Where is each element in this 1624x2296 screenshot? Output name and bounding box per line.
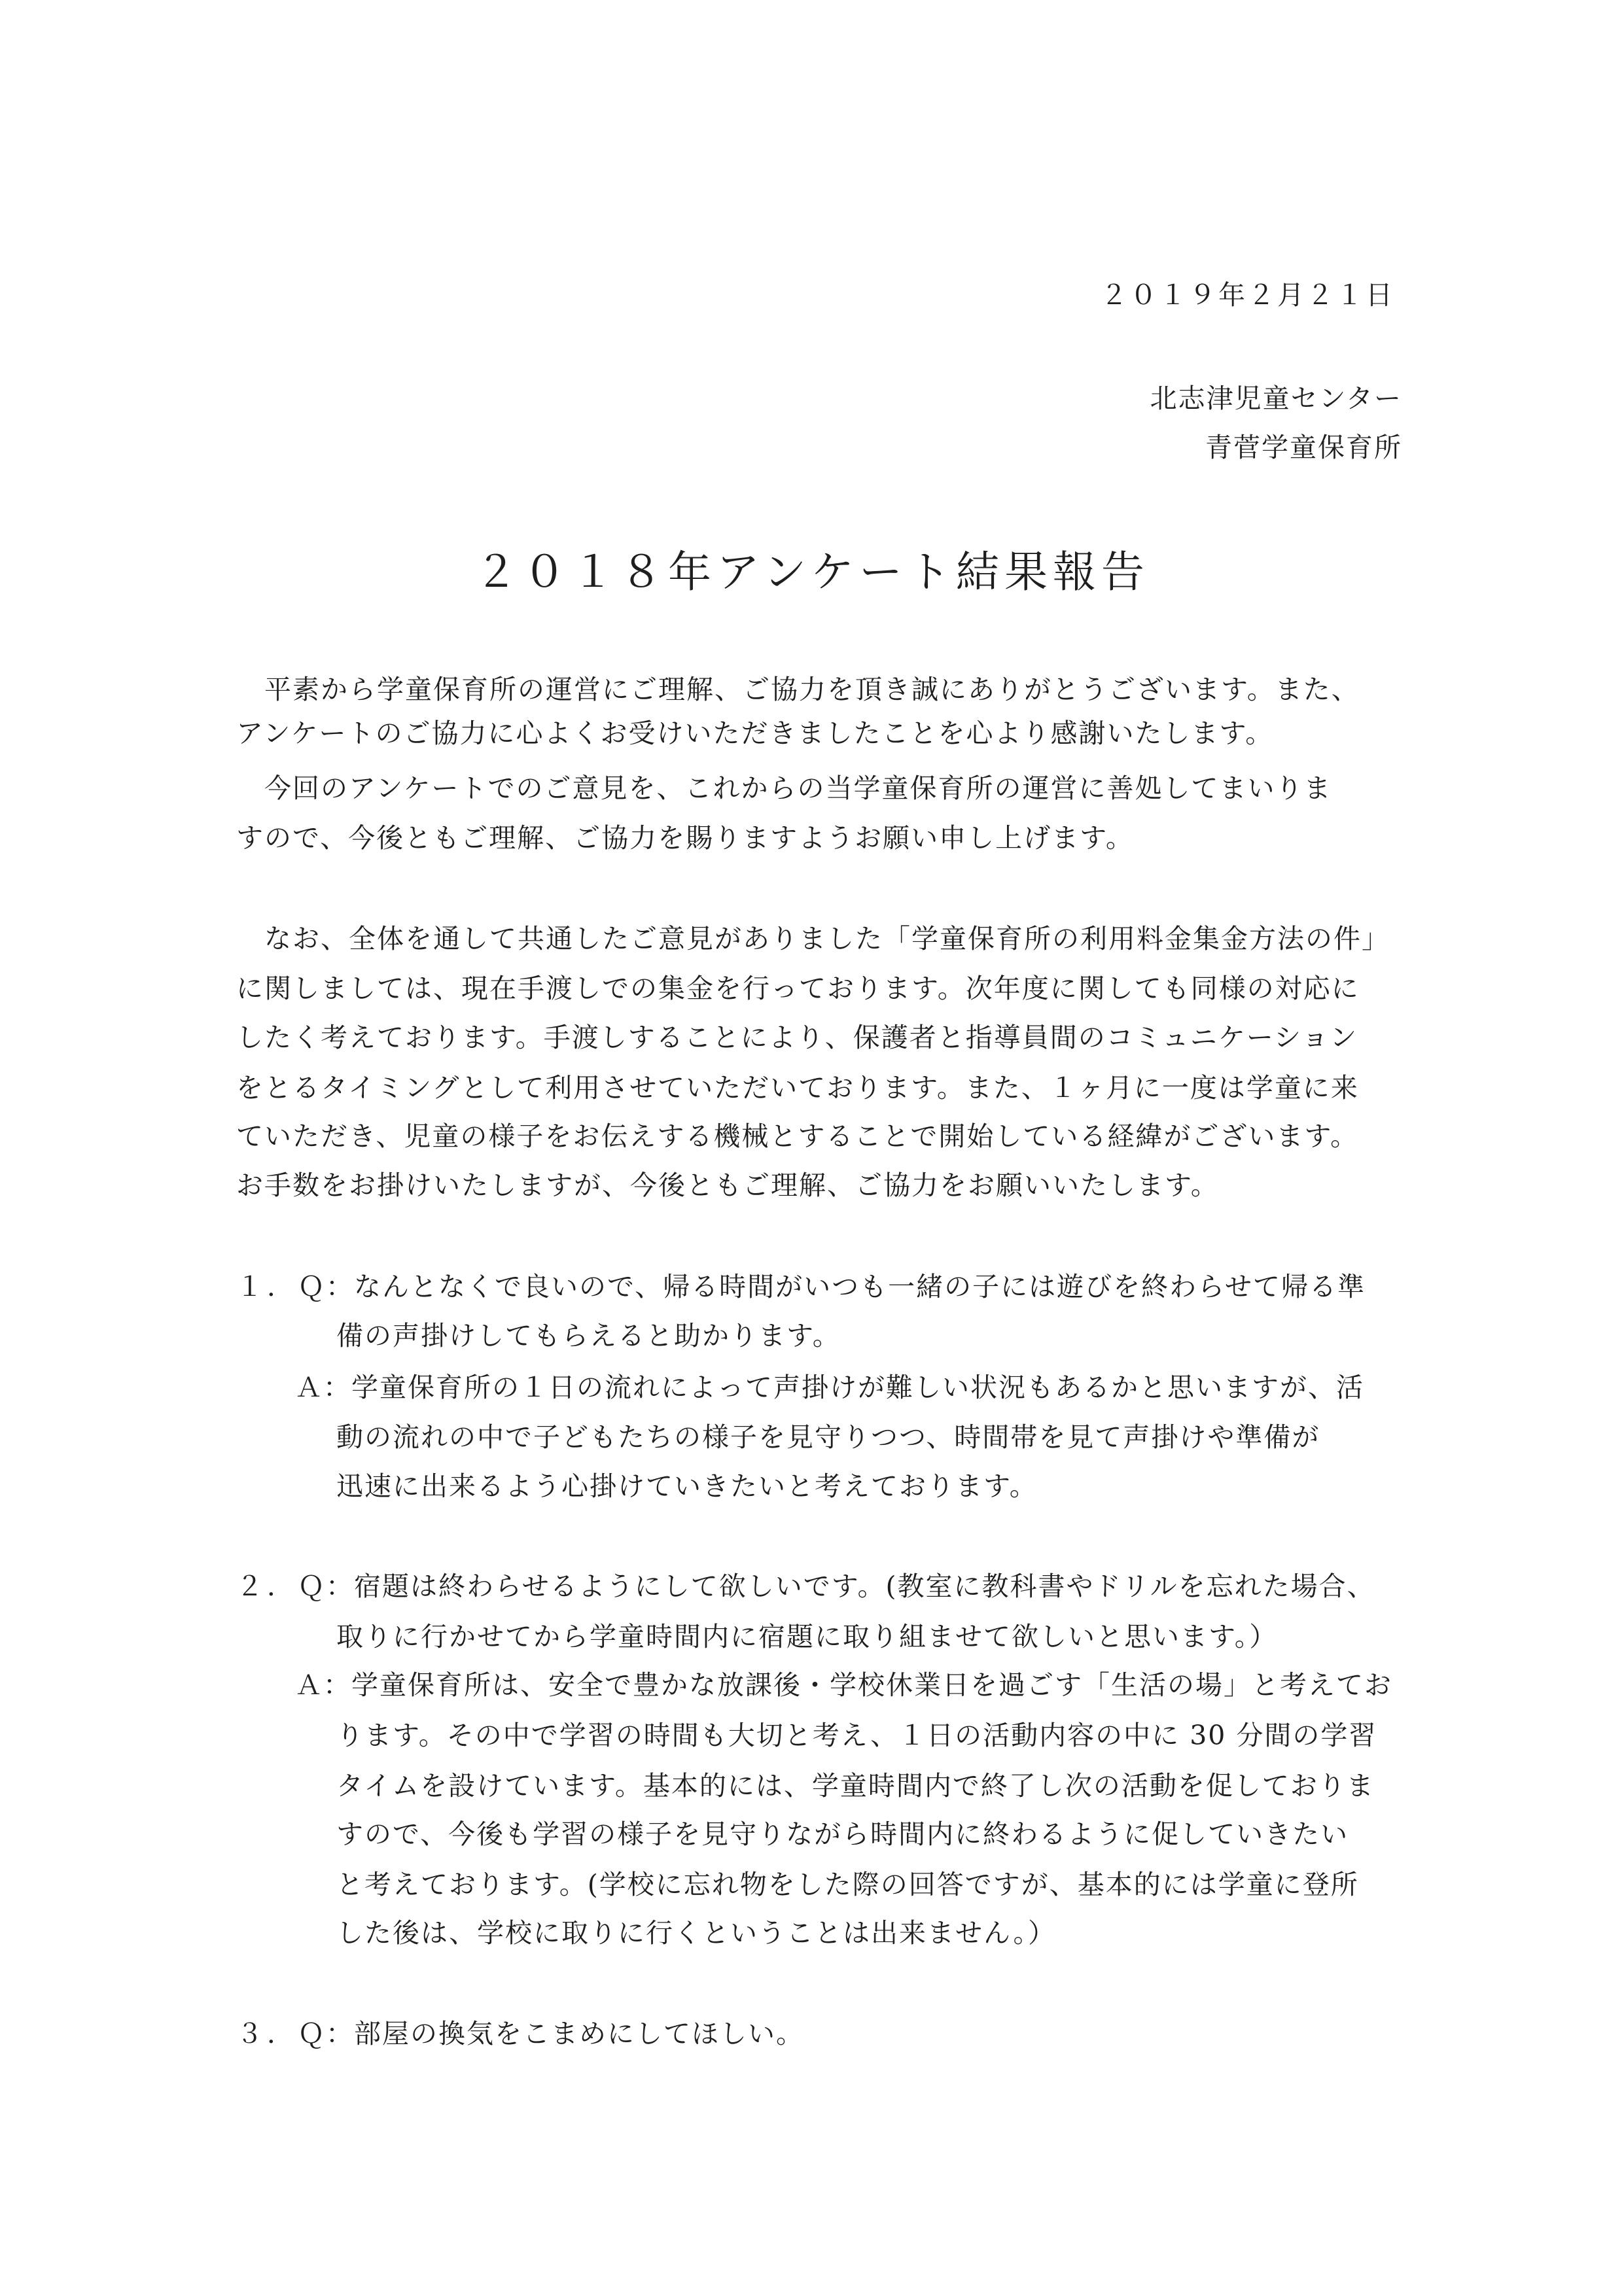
answer-text: 学童保育所の１日の流れによって声掛けが難しい状況もあるかと思いますが、活 [351, 1372, 1364, 1403]
answer-line: ります。その中で学習の時間も大切と考え、１日の活動内容の中に 30 分間の学習 [336, 1720, 1377, 1751]
question-line [236, 2014, 804, 2053]
qa-number: １． [236, 1271, 298, 1302]
question-text: なんとなくで良いので、帰る時間がいつも一緒の子には遊びを終わらせて帰る準 [354, 1271, 1366, 1302]
paragraph-line: したく考えております。手渡しすることにより、保護者と指導員間のコミュニケーション [236, 1022, 1358, 1053]
answer-line: 迅速に出来るよう心掛けていきたいと考えております。 [336, 1470, 1038, 1502]
question-label: Ｑ： [298, 2018, 354, 2049]
answer-line: すので、今後も学習の様子を見守りながら時間内に終わるように促していきたい [336, 1818, 1349, 1850]
paragraph-line: 平素から学童保育所の運営にご理解、ご協力を頂き誠にありがとうございます。また、 [236, 674, 1360, 705]
question-label: Ｑ： [298, 1571, 354, 1602]
question-line [236, 1567, 1375, 1606]
paragraph-line: ていただき、児童の様子をお伝えする機械とすることで開始している経緯がございます。 [236, 1121, 1359, 1152]
question-text: 部屋の換気をこまめにしてほしい。 [354, 2018, 804, 2049]
paragraph-line: アンケートのご協力に心よくお受けいただきましたことを心より感謝いたします。 [236, 718, 1274, 749]
question-label: Ｑ： [298, 1271, 354, 1302]
answer-line [295, 1368, 1364, 1407]
organization-name: 北志津児童センター [1150, 383, 1402, 414]
answer-label: Ａ： [295, 1372, 351, 1403]
answer-line: タイムを設けています。基本的には、学童時間内で終了し次の活動を促しておりま [336, 1770, 1375, 1801]
answer-line: した後は、学校に取りに行くということは出来ません。） [336, 1917, 1056, 1949]
qa-number: ３． [236, 2018, 298, 2049]
paragraph-line: をとるタイミングとして利用させていただいております。また、１ヶ月に一度は学童に来 [236, 1072, 1359, 1104]
question-line [236, 1267, 1366, 1306]
document-title: ２０１８年アンケート結果報告 [474, 547, 1150, 597]
paragraph-line: 今回のアンケートでのご意見を、これからの当学童保育所の運営に善処してまいりま [236, 773, 1332, 804]
question-line: 備の声掛けしてもらえると助かります。 [336, 1320, 841, 1351]
answer-text: 学童保育所は、安全で豊かな放課後・学校休業日を過ごす「生活の場」と考えてお [351, 1669, 1392, 1701]
question-line: 取りに行かせてから学童時間内に宿題に取り組ませて欲しいと思います。） [336, 1621, 1278, 1652]
answer-line: と考えております。(学校に忘れ物をした際の回答ですが、基本的には学童に登所 [336, 1869, 1359, 1900]
paragraph-line: お手数をお掛けいたしますが、今後ともご理解、ご協力をお願いいたします。 [236, 1170, 1219, 1201]
qa-number: ２． [236, 1571, 298, 1602]
paragraph-line: すので、今後ともご理解、ご協力を賜りますようお願い申し上げます。 [236, 822, 1134, 854]
answer-line [295, 1665, 1392, 1705]
answer-line: 動の流れの中で子どもたちの様子を見守りつつ、時間帯を見て声掛けや準備が [336, 1421, 1320, 1453]
paragraph-line: に関しましては、現在手渡しでの集金を行っております。次年度に関しても同様の対応に [236, 973, 1360, 1004]
organization-subname: 青菅学童保育所 [1205, 432, 1402, 463]
document-date: ２０１９年２月２１日 [1101, 279, 1395, 311]
question-text: 宿題は終わらせるようにして欲しいです。(教室に教科書やドリルを忘れた場合、 [354, 1571, 1375, 1602]
answer-label: Ａ： [295, 1669, 351, 1701]
paragraph-line: なお、全体を通して共通したご意見がありました「学童保育所の利用料金集金方法の件」 [236, 923, 1390, 954]
